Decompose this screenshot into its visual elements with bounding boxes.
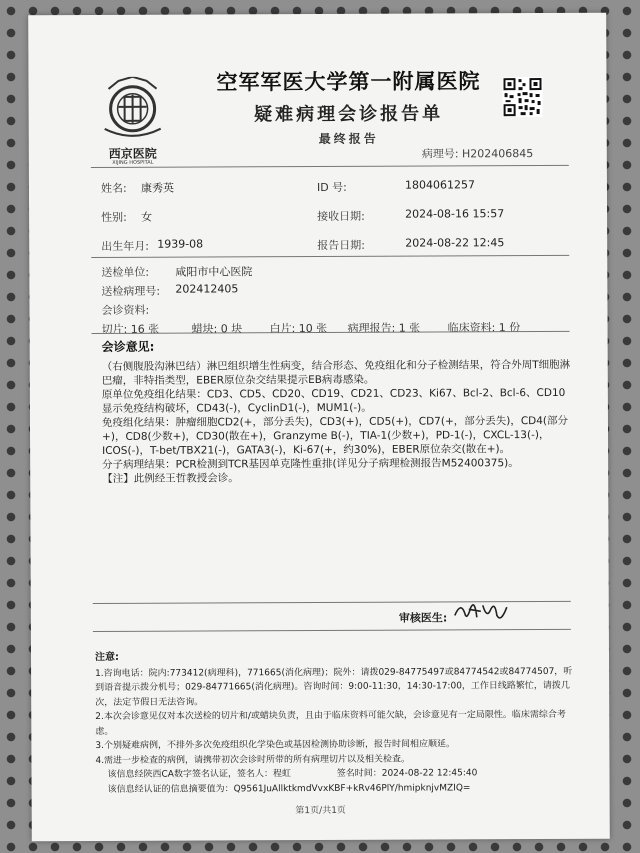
material-label: 会诊资料:	[101, 303, 150, 317]
digest-line: 该信息经认证的信息摘要值为：Q9561JuAllktkmdVvxKBF+kRv46PlY/hmipknjvMZIQ=	[107, 782, 471, 795]
note-item: 2.本次会诊意见仅对本次送检的切片和/或蜡块负责，且由于临床资料可能欠缺，会诊意见有一定局限性。临床需综合考虑。	[95, 709, 566, 737]
notes-section	[95, 649, 580, 797]
submission-pathno-label: 送检病理号:	[101, 284, 161, 298]
unit-label: 送检单位:	[101, 265, 150, 279]
receive-date-label: 接收日期:	[317, 209, 365, 224]
opinion-paragraph: 原单位免疫组化结果：CD3、CD5、CD20、CD19、CD21、CD23、Ki67、Bcl-2、Bcl-6、CD10显示免疫结构破坏，CD43(-)，CyclinD1(-)，MUM1(-)。	[101, 386, 566, 415]
logo-subtext: XIJING HOSPITAL	[112, 159, 154, 166]
opinion-paragraph: （右侧腹股沟淋巴结）淋巴组织增生性病变，结合形态、免疫组化和分子检测结果，符合外周T细胞淋巴瘤，非特指类型，EBER原位杂交结果提示EB病毒感染。	[101, 358, 571, 387]
patient-id: 1804061257	[404, 178, 475, 192]
birth-label: 出生年月:	[101, 239, 149, 253]
opinion-body	[102, 358, 573, 486]
hospital-name: 空军军医大学第一附属医院	[216, 68, 481, 95]
note-item: 4.需进一步检查的病例，请携带初次会诊时所带的所有病理切片以及相关检查。	[95, 754, 411, 766]
divider-signature	[93, 629, 571, 632]
material-item: 切片: 16 张	[101, 322, 160, 336]
page-number: 第1页/共1页	[295, 805, 346, 817]
receive-date: 2024-08-16 15:57	[405, 207, 505, 221]
name-label: 姓名:	[100, 181, 127, 195]
logo-text: 西京医院	[108, 146, 157, 161]
opinion-title: 会诊意见:	[101, 339, 155, 354]
note-item: 1.咨询电话：院内:773412(病理科)，771665(消化病理)；院外：请拨029-84775497或84774542或84774507，听到语音提示拨分机号；029-84771665(消化病理)。咨询时间：9:00-11:30，14:30-17:00，工作日线路繁忙，请拨几次，法定节假日无法咨询。	[95, 666, 573, 708]
ca-signer: 该信息经陕西CA数字签名认证，签名人：程虹	[107, 769, 291, 780]
submission-unit: 咸阳市中心医院	[175, 265, 253, 279]
report-title: 疑难病理会诊报告单	[254, 103, 444, 126]
patient-gender: 女	[141, 210, 153, 224]
notes-title: 注意:	[94, 651, 120, 663]
opinion-paragraph: 分子病理结果：PCR检测到TCR基因单克隆性重排(详见分子病理检测报告M52400375)。	[102, 457, 519, 471]
report-date: 2024-08-22 12:45	[405, 236, 505, 250]
reviewer-label: 审核医生:	[398, 611, 448, 625]
material-item: 病理报告: 1 张	[347, 321, 421, 335]
report-subtitle: 最终报告	[318, 131, 379, 146]
material-item: 蜡块: 0 块	[191, 322, 243, 336]
handwritten-signature	[451, 597, 515, 627]
material-item: 临床资料: 1 份	[447, 321, 521, 335]
patient-name: 康秀英	[140, 181, 174, 195]
gender-label: 性别:	[101, 210, 127, 224]
pathology-number: 病理号: H202406845	[421, 147, 534, 161]
qr-code-icon	[502, 77, 542, 117]
id-label: ID 号:	[316, 180, 347, 195]
opinion-paragraph: 免疫组化结果：肿瘤细胞CD2(+，部分丢失)，CD3(+)，CD5(+)，CD7(+，部分丢失)，CD4(部分+)，CD8(少数+)，CD30(散在+)，Granzyme B(-)，TIA-1(少数+)，PD-1(-)，CXCL-13(-)，ICOS(-)，T-bet/TBX21(-)，GATA3(-)，Ki-67(+，约30%)，EBER原位杂交(散在+)。	[101, 414, 569, 457]
ca-sign-time: 签名时间：2024-08-22 12:45:40	[336, 768, 478, 779]
submission-pathno: 202412405	[175, 282, 239, 296]
patient-birth: 1939-08	[157, 237, 204, 251]
report-date-label: 报告日期:	[317, 238, 365, 253]
note-item: 3.个别疑难病例，不排外多次免疫组织化学染色或基因检测协助诊断，报告时间相应顺延。	[95, 739, 456, 751]
report-paper	[28, 13, 610, 842]
divider-patient	[91, 255, 569, 258]
material-item: 白片: 10 张	[269, 321, 328, 336]
opinion-paragraph: 【注】此例经王哲教授会诊。	[102, 472, 239, 485]
